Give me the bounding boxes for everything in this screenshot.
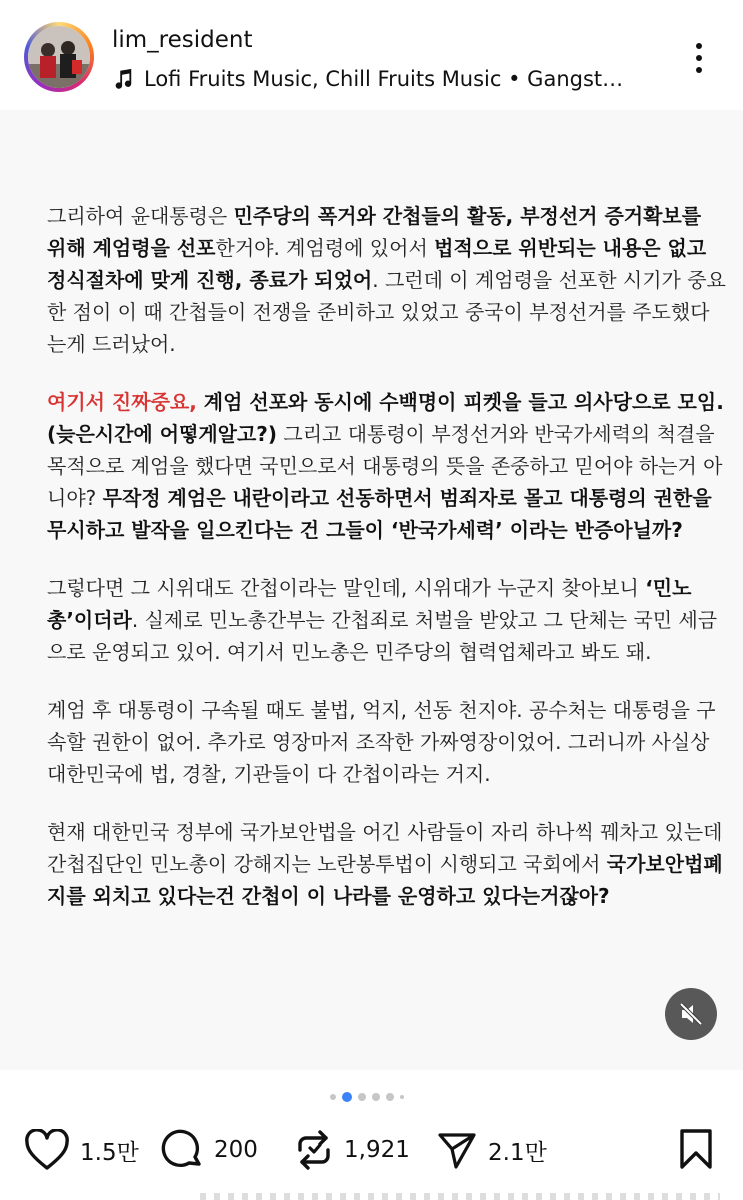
action-bar [0, 1120, 743, 1180]
post-media[interactable] [0, 110, 743, 1070]
post-text-segment: 한거야. 계엄령에 있어서 [215, 236, 435, 260]
post-text-segment: 법적으로 위반되는 내용은 없고 정식절차에 맞게 진행, 종료가 되었어 [47, 236, 707, 292]
carousel-dot [330, 1094, 336, 1100]
bookmark-icon [678, 1128, 714, 1170]
music-info[interactable] [112, 64, 672, 94]
post-text-segment: 여기서 진짜중요, [47, 390, 197, 414]
more-options-button[interactable] [684, 38, 714, 78]
post-paragraph [47, 694, 727, 790]
post-paragraph [47, 816, 727, 912]
post-text-segment: 그렇다면 그 시위대도 간첩이라는 말인데, 시위대가 누군지 찾아보니 [47, 576, 646, 600]
post-paragraph [47, 572, 727, 668]
repost-icon [294, 1128, 334, 1172]
post-text-segment: ‘민노총’이더라 [47, 576, 692, 632]
comment-count: 200 [214, 1137, 258, 1163]
post-paragraph [47, 200, 727, 360]
mute-button[interactable] [665, 988, 717, 1040]
carousel-dot [386, 1093, 394, 1101]
save-button[interactable] [678, 1128, 714, 1174]
post-header [0, 0, 743, 110]
music-label: Lofi Fruits Music, Chill Fruits Music • Gangst… [144, 67, 624, 91]
avatar-photo-icon [28, 26, 90, 88]
post-text-segment: 민주당의 폭거와 간첩들의 활동, 부정선거 증거확보를 위해 계엄령을 선포 [47, 204, 702, 260]
like-button[interactable] [24, 1128, 139, 1172]
repost-count: 1,921 [344, 1137, 410, 1163]
post-text-segment: 현재 대한민국 정부에 국가보안법을 어긴 사람들이 자리 하나씩 꿰차고 있는데 간첩집단인 민노총이 강해지는 노란봉투법이 시행되고 국회에서 [47, 820, 723, 876]
username[interactable]: lim_resident [112, 27, 253, 53]
post-text-segment: 계엄 후 대통령이 구속될 때도 불법, 억지, 선동 천지야. 공수처는 대통령을 구속할 권한이 없어. 추가로 영장마저 조작한 가짜영장이었어. 그러니까 사실상 대한민국에 법, 경찰, 기관들이 다 간첩이라는 거지. [47, 698, 716, 786]
post-text-segment: 무작정 계엄은 내란이라고 선동하면서 범죄자로 몰고 대통령의 권한을 무시하고 발작을 일으킨다는 건 그들이 ‘반국가세력’ 이라는 반증아닐까? [47, 486, 712, 542]
send-icon [436, 1129, 478, 1171]
comment-button[interactable] [160, 1128, 258, 1172]
carousel-dot [400, 1095, 404, 1099]
post-text-segment: 그리고 대통령이 부정선거와 반국가세력의 척결을 목적으로 계엄을 했다면 국민으로서 대통령의 뜻을 존중하고 믿어야 하는거 아니야? [47, 422, 723, 510]
carousel-dot [358, 1093, 366, 1101]
share-button[interactable] [436, 1128, 547, 1172]
post-text-segment: . 실제로 민노총간부는 간첩죄로 처벌을 받았고 그 단체는 국민 세금으로 운영되고 있어. 여기서 민노총은 민주당의 협력업체라고 봐도 돼. [47, 608, 718, 664]
music-note-icon [112, 68, 134, 90]
post-text [47, 200, 727, 938]
caption-preview [200, 1193, 720, 1200]
post-text-segment: 국가보안법폐지를 외치고 있다는건 간첩이 이 나라를 운영하고 있다는거잖아? [47, 852, 723, 908]
post-text-segment: . 그런데 이 계엄령을 선포한 시기가 중요한 점이 이 때 간첩들이 전쟁을 준비하고 있었고 중국이 부정선거를 주도했다는게 드러났어. [47, 268, 726, 356]
avatar[interactable] [24, 22, 94, 92]
post-paragraph [47, 386, 727, 546]
more-vertical-icon [684, 38, 714, 78]
carousel-dot [372, 1093, 380, 1101]
like-count: 1.5만 [80, 1139, 139, 1166]
post-text-segment: 계엄 선포와 동시에 수백명이 피켓을 들고 의사당으로 모임. (늦은시간에 어떻게알고?) [47, 390, 724, 446]
post-text-segment: 그리하여 윤대통령은 [47, 204, 234, 228]
heart-icon [24, 1129, 70, 1171]
carousel-dot-active [342, 1092, 352, 1102]
carousel-indicator [330, 1092, 450, 1102]
comment-icon [160, 1128, 204, 1172]
share-count: 2.1만 [488, 1139, 547, 1166]
sound-off-icon [678, 1001, 704, 1027]
repost-button[interactable] [294, 1128, 410, 1172]
